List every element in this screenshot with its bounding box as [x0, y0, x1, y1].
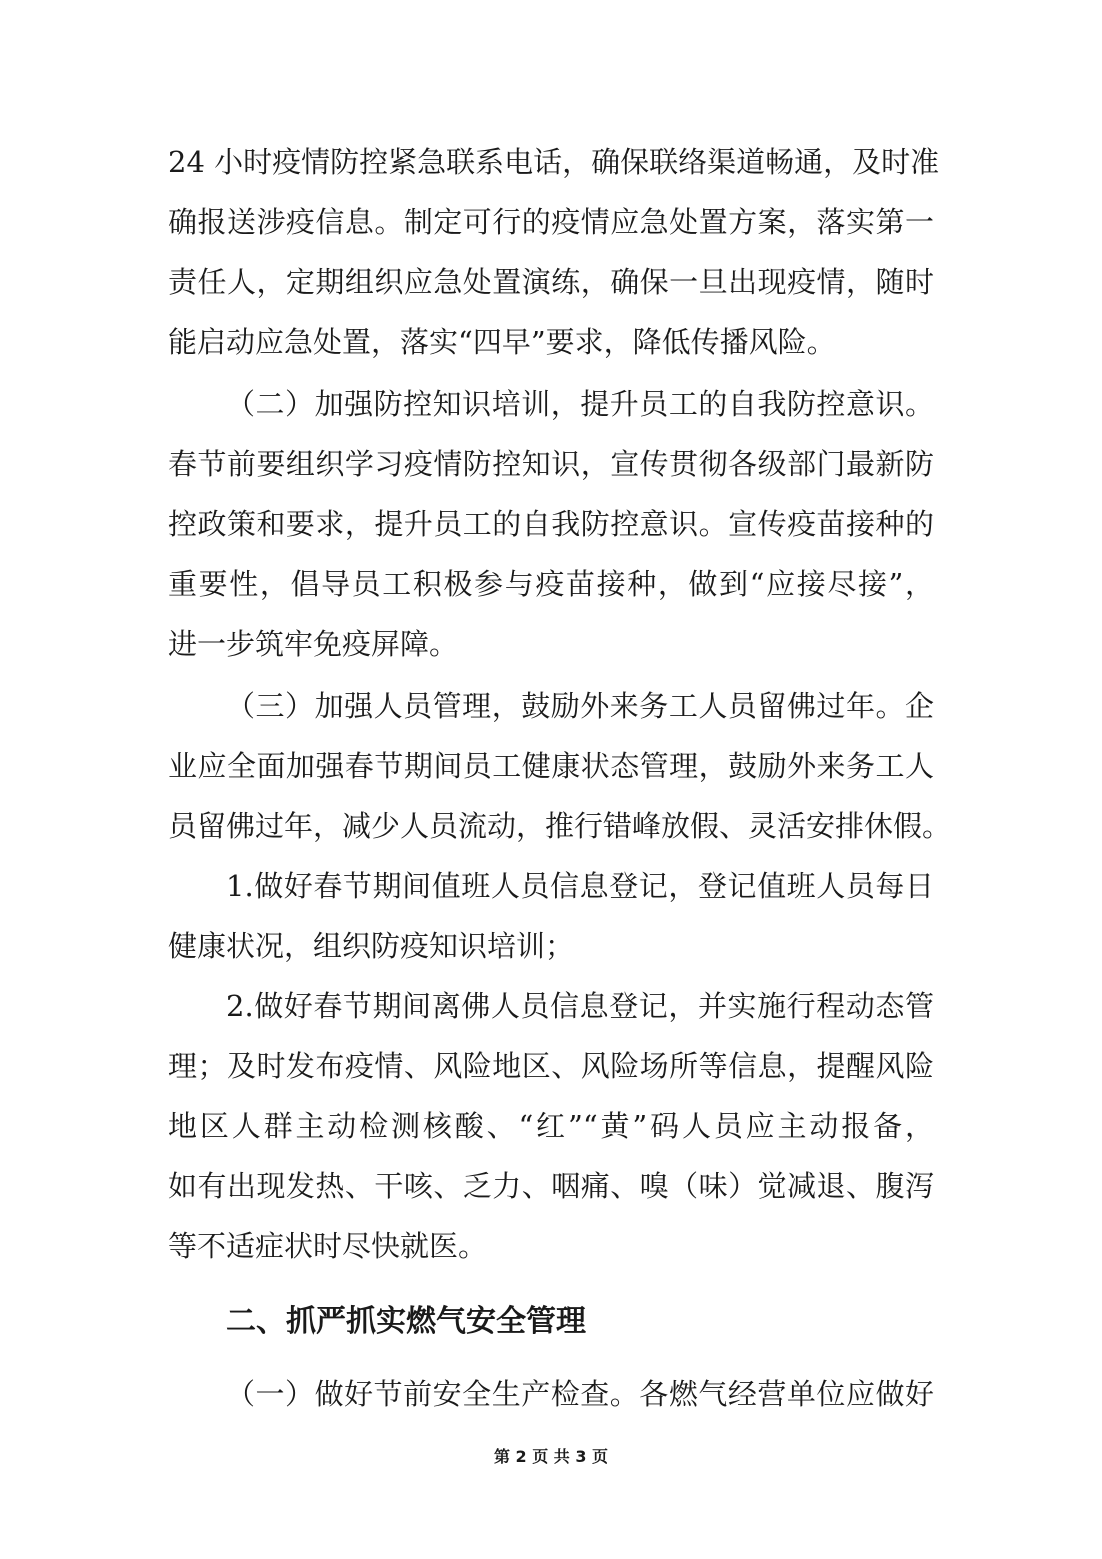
- body-line: 24 小时疫情防控紧急联系电话，确保联络渠道畅通，及时准: [168, 145, 940, 179]
- body-line: 等不适症状时尽快就医。: [168, 1229, 488, 1263]
- body-line: 地区人群主动检测核酸、“红”“黄”码人员应主动报备，: [168, 1109, 934, 1143]
- body-line: 业应全面加强春节期间员工健康状态管理，鼓励外来务工人: [168, 749, 934, 783]
- body-line: 员留佛过年，减少人员流动，推行错峰放假、灵活安排休假。: [168, 809, 952, 843]
- body-line: 春节前要组织学习疫情防控知识，宣传贯彻各级部门最新防: [168, 447, 934, 481]
- body-line: 重要性，倡导员工积极参与疫苗接种，做到“应接尽接”，: [168, 567, 934, 601]
- body-line: 1.做好春节期间值班人员信息登记，登记值班人员每日: [226, 869, 934, 903]
- body-line: 如有出现发热、干咳、乏力、咽痛、嗅（味）觉减退、腹泻: [168, 1169, 934, 1203]
- section-heading: 二、抓严抓实燃气安全管理: [226, 1304, 586, 1339]
- page-number-footer: 第 2 页 共 3 页: [493, 1447, 609, 1466]
- body-line: 理；及时发布疫情、风险地区、风险场所等信息，提醒风险: [168, 1049, 934, 1083]
- body-line: 健康状况，组织防疫知识培训；: [168, 929, 575, 963]
- body-line: 能启动应急处置，落实“四早”要求，降低传播风险。: [168, 325, 836, 359]
- body-line: 确报送涉疫信息。制定可行的疫情应急处置方案，落实第一: [168, 205, 934, 239]
- body-line: 控政策和要求，提升员工的自我防控意识。宣传疫苗接种的: [168, 507, 934, 541]
- body-line: 进一步筑牢免疫屏障。: [168, 627, 459, 661]
- body-line: 2.做好春节期间离佛人员信息登记，并实施行程动态管: [226, 989, 934, 1023]
- body-line: （三）加强人员管理，鼓励外来务工人员留佛过年。企: [226, 689, 934, 723]
- body-line: （二）加强防控知识培训，提升员工的自我防控意识。: [226, 387, 934, 421]
- body-line: 责任人，定期组织应急处置演练，确保一旦出现疫情，随时: [168, 265, 934, 299]
- body-line: （一）做好节前安全生产检查。各燃气经营单位应做好: [226, 1377, 934, 1411]
